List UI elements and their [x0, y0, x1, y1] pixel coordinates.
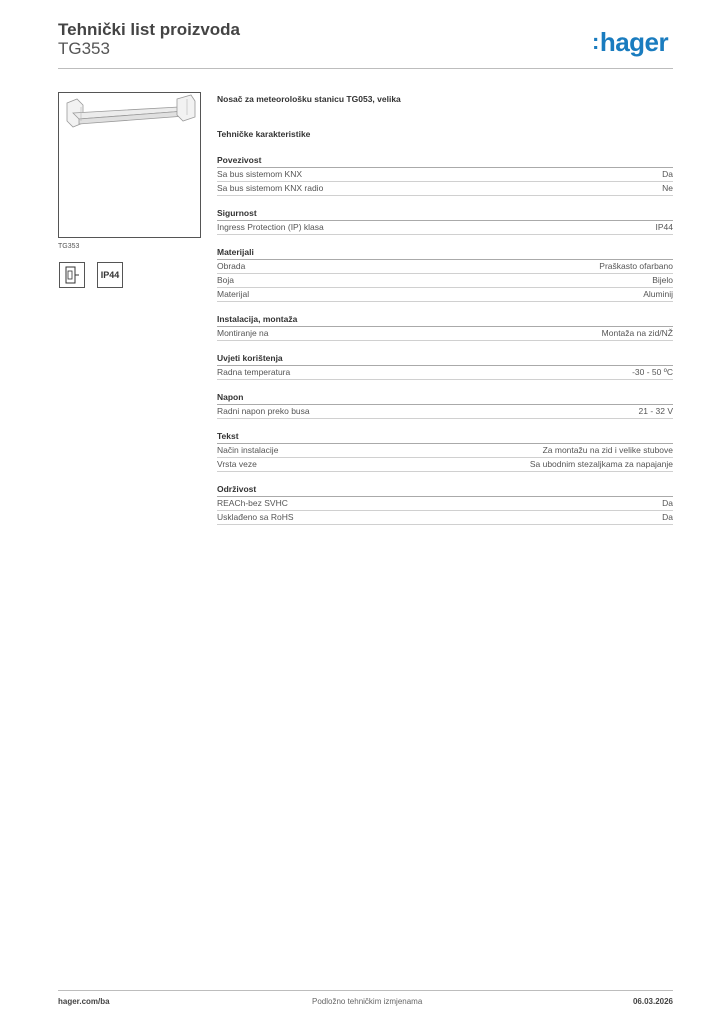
spec-value: Za montažu na zid i velike stubove	[542, 445, 673, 455]
spec-value: Montaža na zid/NŽ	[601, 328, 673, 338]
logo-text: hager	[599, 27, 669, 57]
spec-label: Boja	[217, 275, 235, 285]
spec-label: Vrsta veze	[217, 459, 257, 469]
spec-group-title: Napon	[217, 392, 673, 405]
spec-group-title: Povezivost	[217, 155, 673, 168]
spec-label: Ingress Protection (IP) klasa	[217, 222, 324, 232]
spec-row	[217, 288, 673, 302]
footer-date: 06.03.2026	[632, 997, 673, 1006]
spec-row	[217, 511, 673, 525]
spec-value: Sa ubodnim stezaljkama za napajanje	[529, 459, 673, 469]
spec-row	[217, 405, 673, 419]
spec-row	[217, 327, 673, 341]
spec-label: REACh-bez SVHC	[217, 498, 288, 508]
spec-group	[217, 353, 673, 380]
spec-group	[217, 392, 673, 419]
section-title: Tehničke karakteristike	[217, 129, 311, 139]
footer-divider	[58, 990, 673, 991]
spec-groups	[217, 155, 673, 525]
spec-group	[217, 247, 673, 302]
spec-panel	[217, 94, 673, 537]
spec-row	[217, 444, 673, 458]
spec-group	[217, 314, 673, 341]
spec-row	[217, 458, 673, 472]
spec-label: Obrada	[217, 261, 246, 271]
spec-value: Praškasto ofarbano	[599, 261, 673, 271]
ip44-badge: IP44	[97, 262, 123, 288]
product-image	[58, 92, 201, 238]
spec-label: Radni napon preko busa	[217, 406, 310, 416]
spec-value: 21 - 32 V	[638, 406, 673, 416]
spec-group	[217, 208, 673, 235]
footer-website[interactable]: hager.com/ba	[58, 997, 110, 1006]
page-title: Tehnički list proizvoda	[58, 20, 240, 39]
spec-row	[217, 260, 673, 274]
header-divider	[58, 68, 673, 69]
spec-row	[217, 221, 673, 235]
image-caption: TG353	[58, 243, 80, 250]
spec-label: Sa bus sistemom KNX	[217, 169, 303, 179]
spec-value: IP44	[655, 222, 673, 232]
spec-row	[217, 497, 673, 511]
spec-group	[217, 431, 673, 472]
spec-value: Da	[662, 498, 673, 508]
spec-group-title: Sigurnost	[217, 208, 673, 221]
spec-group-title: Materijali	[217, 247, 673, 260]
spec-group	[217, 155, 673, 196]
spec-row	[217, 274, 673, 288]
spec-value: Da	[662, 512, 673, 522]
spec-group-title: Instalacija, montaža	[217, 314, 673, 327]
spec-label: Način instalacije	[217, 445, 279, 455]
spec-row	[217, 366, 673, 380]
spec-value: Aluminij	[643, 289, 673, 299]
spec-label: Montiranje na	[217, 328, 269, 338]
spec-label: Radna temperatura	[217, 367, 291, 377]
spec-value: -30 - 50 ºC	[632, 367, 673, 377]
spec-value: Bijelo	[652, 275, 673, 285]
product-name: Nosač za meteorološku stanicu TG053, velika	[217, 94, 401, 104]
spec-label: Usklađeno sa RoHS	[217, 512, 294, 522]
spec-group-title: Uvjeti korištenja	[217, 353, 673, 366]
wall-mount-icon	[59, 262, 85, 288]
product-code: TG353	[58, 39, 110, 58]
spec-value: Ne	[662, 183, 673, 193]
hager-logo: :hager	[592, 27, 669, 57]
spec-group-title: Održivost	[217, 484, 673, 497]
spec-label: Materijal	[217, 289, 250, 299]
spec-group	[217, 484, 673, 525]
spec-label: Sa bus sistemom KNX radio	[217, 183, 324, 193]
spec-row	[217, 168, 673, 182]
footer-note: Podložno tehničkim izmjenama	[312, 997, 423, 1006]
spec-row	[217, 182, 673, 196]
spec-value: Da	[662, 169, 673, 179]
spec-group-title: Tekst	[217, 431, 673, 444]
